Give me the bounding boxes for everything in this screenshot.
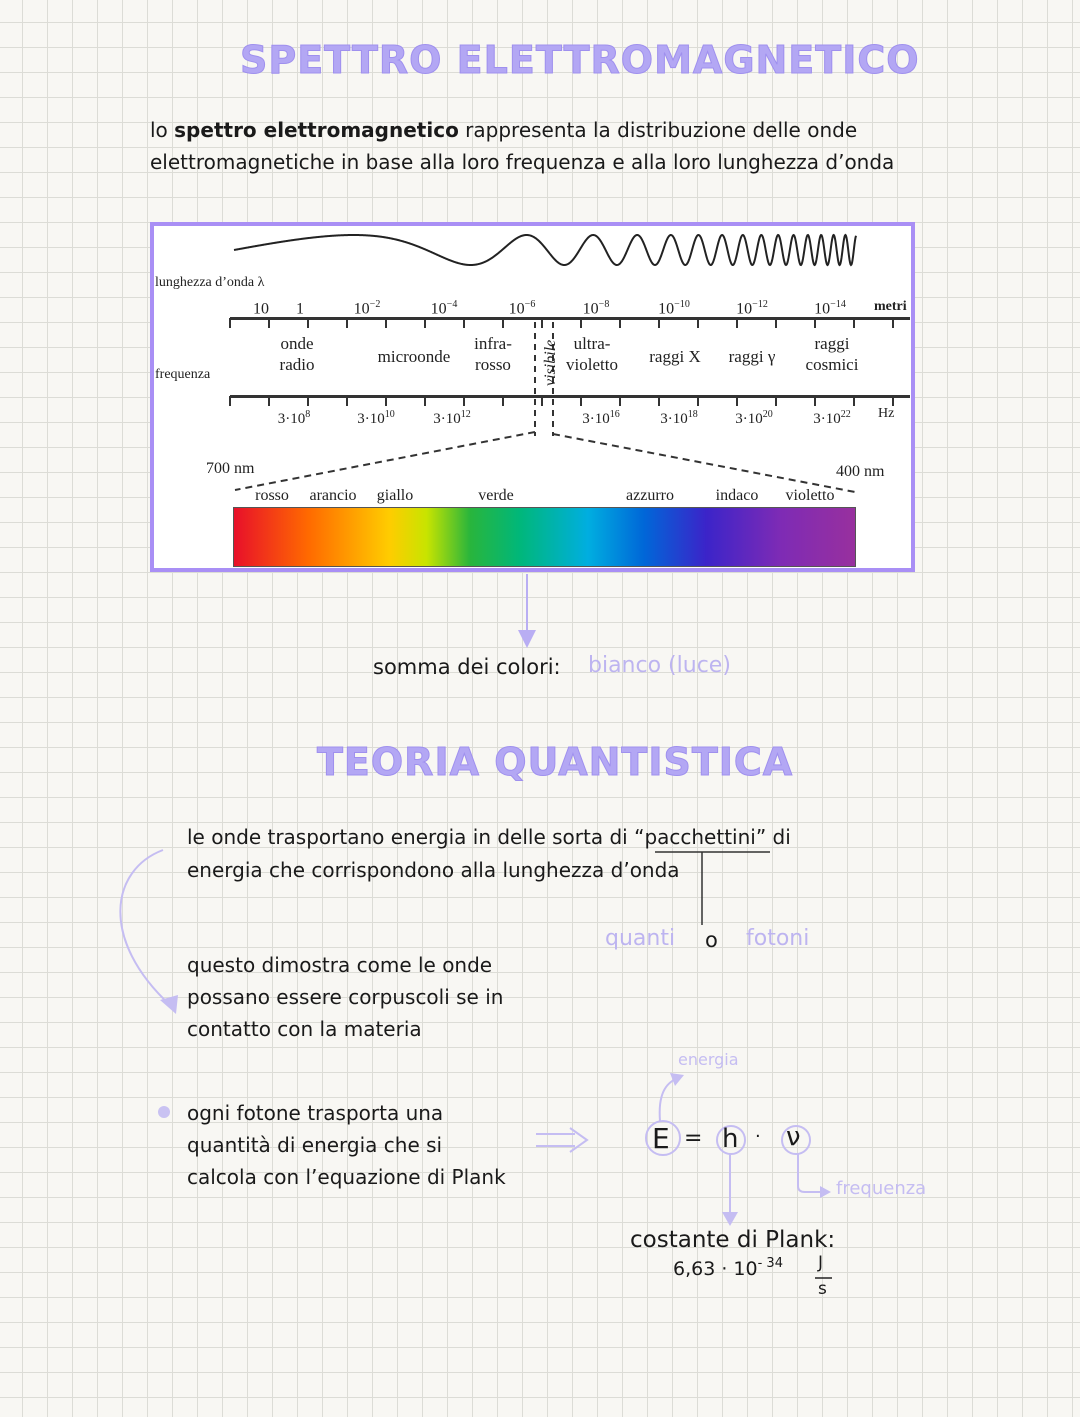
costante-value bbox=[673, 1256, 783, 1280]
frequency-tick-label: $3\cdot 10^{12}$ bbox=[433, 409, 471, 427]
frequency-tick-label: $3\cdot 10^{20}$ bbox=[735, 409, 773, 427]
p3-line2: quantità di energia che si bbox=[187, 1133, 443, 1157]
frequenza-label: frequenza bbox=[836, 1178, 927, 1199]
or: o bbox=[705, 928, 718, 952]
unit-metri: metri bbox=[874, 299, 907, 314]
p2-line1: questo dimostra come le onde bbox=[187, 953, 493, 977]
formula-h: h bbox=[722, 1124, 739, 1154]
t: lo bbox=[150, 118, 175, 142]
title-teoria: TEORIA QUANTISTICA bbox=[317, 740, 794, 784]
p1-line1: le onde trasportano energia in delle sorta di “pacchettini” di bbox=[187, 825, 791, 849]
intro-line1 bbox=[150, 114, 857, 146]
exp: - 34 bbox=[757, 1256, 783, 1271]
region-label: microonde bbox=[377, 347, 451, 366]
quanti: quanti bbox=[605, 926, 676, 951]
p1-line2: energia che corrispondono alla lunghezza d’onda bbox=[187, 858, 680, 882]
wavelength-tick-label: $10^{-10}$ bbox=[658, 299, 690, 318]
frequency-tick-label: $3\cdot 10^{18}$ bbox=[660, 409, 698, 427]
color-label: violetto bbox=[785, 487, 835, 504]
wavelength-tick-label: $10^{-12}$ bbox=[736, 299, 768, 318]
sum-label: somma dei colori: bbox=[373, 655, 561, 679]
visible-spectrum-bar bbox=[233, 507, 856, 567]
visible-label: visibile bbox=[542, 339, 559, 386]
formula-E: E bbox=[652, 1122, 670, 1155]
wave-icon bbox=[234, 235, 856, 265]
title-spettro: SPETTRO ELETTROMAGNETICO bbox=[240, 38, 920, 82]
frequency-tick-label: $3\cdot 10^{10}$ bbox=[357, 409, 395, 427]
unit-den: s bbox=[818, 1279, 827, 1299]
region-label: raggi cosmici bbox=[805, 334, 859, 374]
energia-label: energia bbox=[678, 1050, 739, 1069]
p2-line3: contatto con la materia bbox=[187, 1017, 422, 1041]
nm-400: 400 nm bbox=[836, 463, 885, 480]
wavelength-tick-label: $10^{-14}$ bbox=[814, 299, 846, 318]
p3-line1: ogni fotone trasporta una bbox=[187, 1101, 444, 1125]
color-label: indaco bbox=[715, 487, 759, 504]
sum-value: bianco (luce) bbox=[588, 653, 731, 678]
frequency-tick-label: $3\cdot 10^{16}$ bbox=[582, 409, 620, 427]
frequency-label: frequenza bbox=[155, 367, 211, 382]
p2-line2: possano essere corpuscoli se in bbox=[187, 985, 504, 1009]
intro-line2: elettromagnetiche in base alla loro frequenza e alla loro lunghezza d’onda bbox=[150, 150, 895, 174]
region-label: onde radio bbox=[279, 334, 315, 374]
wavelength-tick-label: $10^{-4}$ bbox=[430, 299, 458, 318]
nm-700: 700 nm bbox=[206, 460, 255, 477]
formula-dot: · bbox=[755, 1126, 761, 1147]
fotoni: fotoni bbox=[746, 926, 810, 951]
region-label: ultra- violetto bbox=[566, 334, 618, 374]
wavelength-tick-label: 1 bbox=[296, 300, 304, 318]
t-bold: spettro elettromagnetico bbox=[174, 118, 459, 142]
frequency-tick-label: $3\cdot 10^{22}$ bbox=[813, 409, 851, 427]
color-label: azzurro bbox=[626, 487, 674, 504]
unit-hz: Hz bbox=[878, 406, 895, 421]
t: rappresenta la distribuzione delle onde bbox=[458, 118, 858, 142]
color-label: giallo bbox=[376, 487, 414, 504]
unit-num: J bbox=[818, 1253, 824, 1273]
region-label: infra- rosso bbox=[474, 334, 512, 374]
v: 6,63 · 10 bbox=[673, 1258, 758, 1280]
color-label: arancio bbox=[309, 487, 357, 504]
region-label: raggi γ bbox=[728, 347, 776, 366]
wavelength-axis bbox=[230, 317, 910, 320]
frequency-tick-label: $3\cdot 10^8$ bbox=[277, 409, 311, 427]
formula-eq: = bbox=[684, 1126, 703, 1151]
wavelength-tick-label: $10^{-8}$ bbox=[582, 299, 610, 318]
formula-nu: ν bbox=[786, 1122, 801, 1152]
frequency-axis bbox=[230, 395, 910, 398]
costante-label: costante di Plank: bbox=[630, 1227, 836, 1253]
color-label: rosso bbox=[255, 487, 289, 504]
wavelength-label: lunghezza d’onda λ bbox=[155, 275, 265, 290]
wavelength-tick-label: $10^{-2}$ bbox=[353, 299, 381, 318]
color-label: verde bbox=[478, 487, 514, 504]
p3-line3: calcola con l’equazione di Plank bbox=[187, 1165, 506, 1189]
wavelength-tick-label: $10^{-6}$ bbox=[508, 299, 536, 318]
region-label: raggi X bbox=[649, 347, 701, 366]
wavelength-tick-label: 10 bbox=[253, 300, 269, 318]
spectrum-diagram bbox=[150, 222, 915, 572]
